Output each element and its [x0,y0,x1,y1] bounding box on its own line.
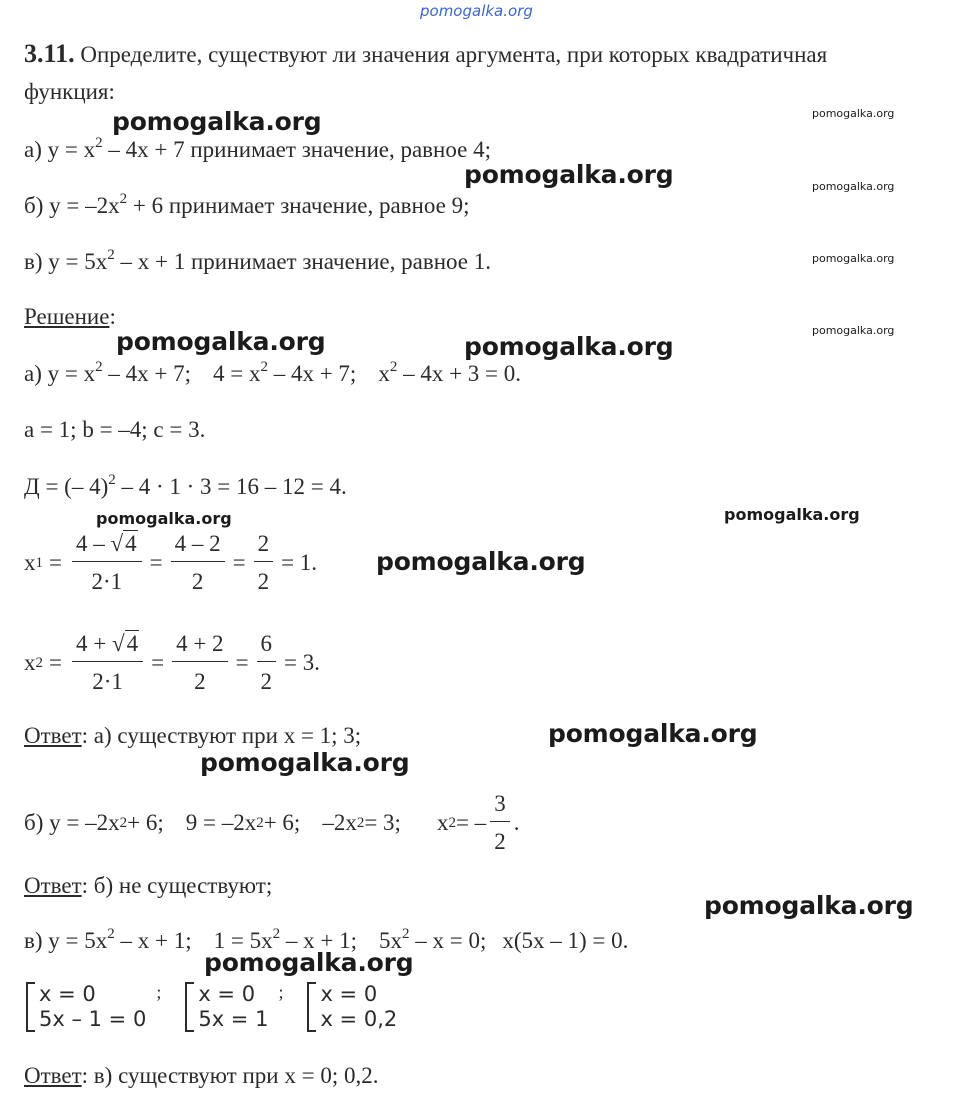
system-1: x = 0 5x – 1 = 0 [26,982,146,1032]
solution-a-discriminant: Д = (– 4)$^2$ – 4 · 1 · 3 = 16 – 12 = 4. [24,472,347,499]
solution-a-coefficients: a = 1; b = –4; c = 3. [24,417,206,442]
watermark: pomogalka.org [116,327,326,356]
solution-b-equation: б) y = –2x 2 + 6; 9 = –2x 2 + 6; –2x 2 = 3; x 2 = – $\frac{3}{2}$ . [24,791,520,854]
system-3: x = 0 x = 0,2 [307,982,397,1032]
watermark-top: pomogalka.org [420,2,533,20]
problem-item-b: б) $y = -2x^2 + 6$ принимает значение, равное 9; [24,191,470,218]
solution-c-equation: в) $y = 5x^2 - x + 1$; $1 = 5x^2 - x + 1$; $5x^2 - x = 0$; x(5x – 1) = 0. [24,926,629,953]
solution-heading: Решение: [24,304,116,329]
watermark: pomogalka.org [200,748,410,777]
watermark: pomogalka.org [704,891,914,920]
x2-fraction-1: $\frac{4 + √4}{2\cdot 1}$ [72,630,143,696]
problem-text: Определите, существуют ли значения аргумента, при которых квадратичная [80,42,828,67]
watermark: pomogalka.org [812,324,895,337]
watermark: pomogalka.org [812,107,895,120]
watermark: pomogalka.org [204,948,414,977]
problem-line-2: функция: [24,79,115,104]
b-fraction: $\frac{3}{2}$ [490,790,510,856]
solution-c-systems: x = 0 5x – 1 = 0 ; x = 0 5x = 1 ; x = 0 x = 0,2 [26,982,397,1032]
watermark: pomogalka.org [724,505,860,524]
watermark: pomogalka.org [464,332,674,361]
system-2: x = 0 5x = 1 [185,982,268,1032]
solution-a-x2: x 2 = $\frac{4 + √4}{2\cdot 1}$ = $\frac{4 + 2}{2}$ = $\frac{6}{2}$ = 3. [24,631,321,694]
x1-fraction-3: $\frac{2}{2}$ [254,530,274,596]
watermark: pomogalka.org [548,719,758,748]
watermark: pomogalka.org [812,252,895,265]
watermark: pomogalka.org [464,160,674,189]
problem-item-c: в) $y = 5x^2 - x + 1$ принимает значение, равное 1. [24,247,491,274]
watermark: pomogalka.org [96,509,232,528]
answer-c: Ответ: в) существуют при x = 0; 0,2. [24,1063,379,1088]
watermark: pomogalka.org [812,180,895,193]
x2-fraction-2: $\frac{4 + 2}{2}$ [172,630,227,696]
watermark: pomogalka.org [376,547,586,576]
solution-a-x1: x 1 = $\frac{4 - √4}{2\cdot 1}$ = $\frac{4 - 2}{2}$ = $\frac{2}{2}$ = 1. [24,531,318,594]
watermark: pomogalka.org [112,107,322,136]
x1-fraction-1: $\frac{4 - √4}{2\cdot 1}$ [72,530,142,596]
answer-a: Ответ: а) существуют при x = 1; 3; [24,723,362,748]
solution-a-equation: а) $y = x^2 - 4x + 7$; $4 = x^2 - 4x + 7$; $x^2 - 4x + 3 = 0$. [24,359,522,386]
problem-line-1 [24,40,827,69]
problem-number: 3.11. [24,39,75,68]
answer-b: Ответ: б) не существуют; [24,873,273,898]
x1-fraction-2: $\frac{4 - 2}{2}$ [171,530,225,596]
problem-item-a: а) $y = x^2 - 4x + 7$ принимает значение, равное 4; [24,135,491,162]
x2-fraction-3: $\frac{6}{2}$ [257,630,277,696]
